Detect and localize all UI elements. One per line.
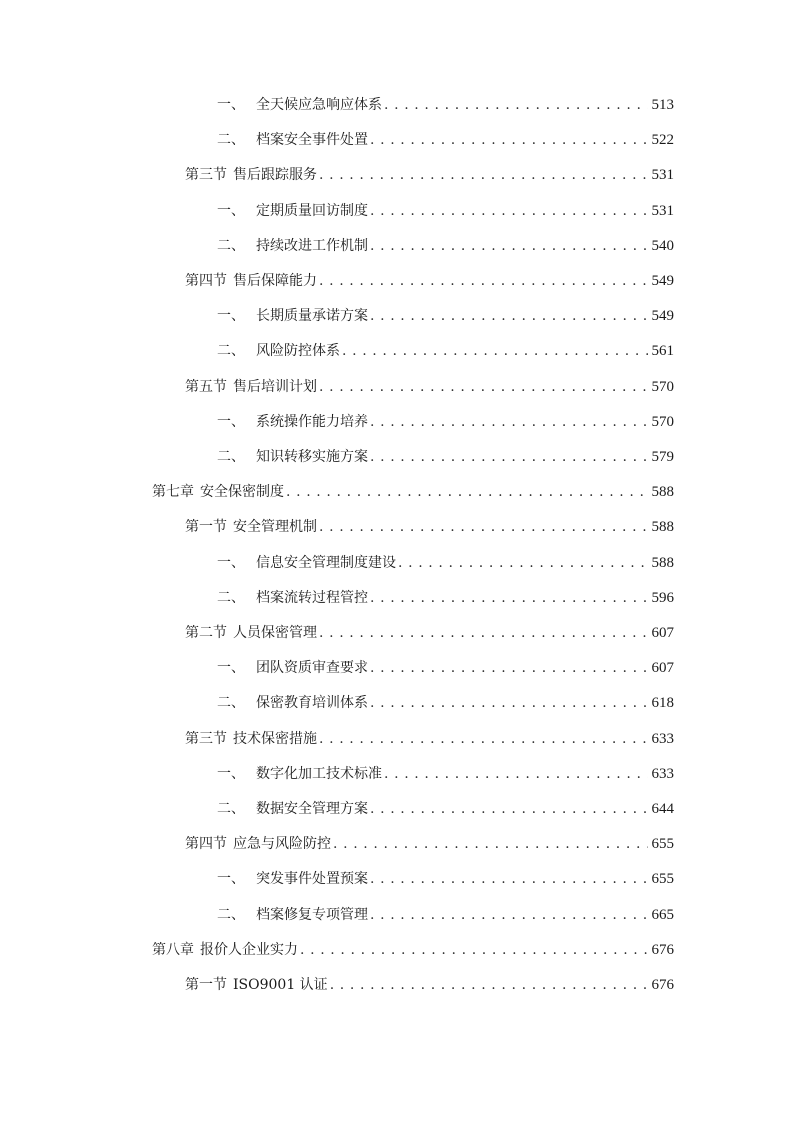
toc-subsection-entry[interactable]: [217, 411, 674, 433]
toc-chapter-entry[interactable]: [152, 481, 674, 503]
toc-page-number: 618: [651, 695, 674, 711]
toc-section-entry[interactable]: [185, 622, 674, 644]
toc-page-number: 676: [651, 977, 674, 993]
toc-dot-leader: [319, 622, 648, 644]
toc-subsection-entry[interactable]: [217, 129, 674, 151]
toc-entry-number: 第一节: [185, 519, 227, 535]
toc-entry-title: ISO9001 认证: [233, 977, 328, 993]
toc-section-entry[interactable]: [185, 164, 674, 186]
toc-page-number: 561: [651, 343, 674, 359]
toc-section-entry[interactable]: [185, 833, 674, 855]
toc-entry-title: 报价人企业实力: [200, 942, 298, 958]
toc-page-number: 588: [651, 484, 674, 500]
toc-entry-title: 档案安全事件处置: [256, 132, 368, 148]
toc-page-number: 633: [651, 766, 674, 782]
toc-dot-leader: [319, 516, 648, 538]
toc-entry-title: 团队资质审查要求: [256, 660, 368, 676]
toc-section-entry[interactable]: [185, 376, 674, 398]
toc-dot-leader: [342, 340, 648, 362]
toc-dot-leader: [319, 270, 648, 292]
toc-dot-leader: [300, 939, 648, 961]
toc-section-entry[interactable]: [185, 270, 674, 292]
toc-entry-title: 长期质量承诺方案: [256, 308, 368, 324]
toc-dot-leader: [370, 587, 648, 609]
toc-entry-title: 全天候应急响应体系: [256, 97, 382, 113]
toc-dot-leader: [370, 657, 648, 679]
toc-page-number: 676: [651, 942, 674, 958]
toc-dot-leader: [370, 446, 648, 468]
toc-dot-leader: [370, 868, 648, 890]
toc-page-number: 596: [651, 590, 674, 606]
toc-entry-title: 保密教育培训体系: [256, 695, 368, 711]
toc-entry-number: 一、: [217, 871, 245, 887]
toc-entry-number: 一、: [217, 660, 245, 676]
toc-entry-number: 二、: [217, 590, 245, 606]
toc-dot-leader: [370, 692, 648, 714]
toc-entry-number: 第四节: [185, 273, 227, 289]
toc-entry-number: 第五节: [185, 379, 227, 395]
toc-entry-title: 人员保密管理: [233, 625, 317, 641]
toc-page-number: 607: [651, 625, 674, 641]
toc-entry-number: 一、: [217, 203, 245, 219]
toc-subsection-entry[interactable]: [217, 657, 674, 679]
toc-entry-title: 档案流转过程管控: [256, 590, 368, 606]
toc-entry-number: 第七章: [152, 484, 194, 500]
toc-section-entry[interactable]: [185, 974, 674, 996]
toc-entry-title: 档案修复专项管理: [256, 907, 368, 923]
toc-entry-number: 第四节: [185, 836, 227, 852]
toc-page-number: 655: [651, 871, 674, 887]
toc-dot-leader: [370, 798, 648, 820]
toc-entry-number: 一、: [217, 97, 245, 113]
toc-subsection-entry[interactable]: [217, 552, 674, 574]
toc-dot-leader: [333, 833, 648, 855]
toc-page-number: 549: [651, 273, 674, 289]
toc-entry-number: 一、: [217, 308, 245, 324]
toc-entry-title: 定期质量回访制度: [256, 203, 368, 219]
toc-page-number: 655: [651, 836, 674, 852]
toc-dot-leader: [384, 763, 648, 785]
toc-page-number: 644: [651, 801, 674, 817]
toc-entry-title: 售后保障能力: [233, 273, 317, 289]
toc-subsection-entry[interactable]: [217, 692, 674, 714]
toc-subsection-entry[interactable]: [217, 200, 674, 222]
toc-entry-number: 一、: [217, 555, 245, 571]
toc-entry-title: 安全保密制度: [200, 484, 284, 500]
toc-entry-number: 二、: [217, 801, 245, 817]
toc-entry-number: 二、: [217, 907, 245, 923]
toc-entry-number: 二、: [217, 132, 245, 148]
toc-entry-title: 应急与风险防控: [233, 836, 331, 852]
toc-page-number: 549: [651, 308, 674, 324]
toc-entry-number: 第三节: [185, 731, 227, 747]
toc-entry-title: 数据安全管理方案: [256, 801, 368, 817]
toc-dot-leader: [370, 235, 648, 257]
toc-entry-number: 第三节: [185, 167, 227, 183]
toc-page-number: 579: [651, 449, 674, 465]
toc-dot-leader: [319, 728, 648, 750]
toc-dot-leader: [370, 904, 648, 926]
toc-page-number: 570: [651, 379, 674, 395]
toc-subsection-entry[interactable]: [217, 94, 674, 116]
toc-page-number: 531: [651, 203, 674, 219]
toc-subsection-entry[interactable]: [217, 340, 674, 362]
toc-entry-title: 持续改进工作机制: [256, 238, 368, 254]
toc-page-number: 513: [651, 97, 674, 113]
toc-dot-leader: [384, 94, 648, 116]
toc-entry-title: 风险防控体系: [256, 343, 340, 359]
toc-entry-number: 一、: [217, 766, 245, 782]
toc-page-number: 665: [651, 907, 674, 923]
toc-dot-leader: [398, 552, 648, 574]
toc-page-number: 570: [651, 414, 674, 430]
toc-entry-number: 第一节: [185, 977, 227, 993]
toc-subsection-entry[interactable]: [217, 868, 674, 890]
toc-page-number: 522: [651, 132, 674, 148]
toc-entry-number: 二、: [217, 343, 245, 359]
toc-section-entry[interactable]: [185, 728, 674, 750]
toc-entry-title: 技术保密措施: [233, 731, 317, 747]
toc-dot-leader: [370, 129, 648, 151]
toc-subsection-entry[interactable]: [217, 798, 674, 820]
toc-entry-number: 二、: [217, 238, 245, 254]
toc-entry-number: 二、: [217, 695, 245, 711]
toc-entry-title: 系统操作能力培养: [256, 414, 368, 430]
toc-dot-leader: [370, 200, 648, 222]
toc-entry-number: 一、: [217, 414, 245, 430]
toc-dot-leader: [370, 305, 648, 327]
toc-entry-title: 售后跟踪服务: [233, 167, 317, 183]
toc-page-number: 607: [651, 660, 674, 676]
toc-subsection-entry[interactable]: [217, 587, 674, 609]
toc-entry-title: 数字化加工技术标准: [256, 766, 382, 782]
toc-dot-leader: [319, 376, 648, 398]
toc-chapter-entry[interactable]: [152, 939, 674, 961]
toc-dot-leader: [286, 481, 648, 503]
toc-page-number: 588: [651, 555, 674, 571]
toc-entry-number: 二、: [217, 449, 245, 465]
toc-dot-leader: [319, 164, 648, 186]
toc-dot-leader: [370, 411, 648, 433]
toc-entry-title: 信息安全管理制度建设: [256, 555, 396, 571]
toc-page-number: 540: [651, 238, 674, 254]
toc-entry-number: 第八章: [152, 942, 194, 958]
toc-entry-title: 安全管理机制: [233, 519, 317, 535]
toc-subsection-entry[interactable]: [217, 446, 674, 468]
toc-entry-title: 售后培训计划: [233, 379, 317, 395]
toc-page-number: 588: [651, 519, 674, 535]
toc-entry-title: 突发事件处置预案: [256, 871, 368, 887]
toc-subsection-entry[interactable]: [217, 904, 674, 926]
toc-subsection-entry[interactable]: [217, 763, 674, 785]
toc-subsection-entry[interactable]: [217, 305, 674, 327]
toc-subsection-entry[interactable]: [217, 235, 674, 257]
toc-section-entry[interactable]: [185, 516, 674, 538]
toc-page-number: 633: [651, 731, 674, 747]
toc-entry-title: 知识转移实施方案: [256, 449, 368, 465]
toc-entry-number: 第二节: [185, 625, 227, 641]
toc-dot-leader: [330, 974, 648, 996]
toc-page-number: 531: [651, 167, 674, 183]
